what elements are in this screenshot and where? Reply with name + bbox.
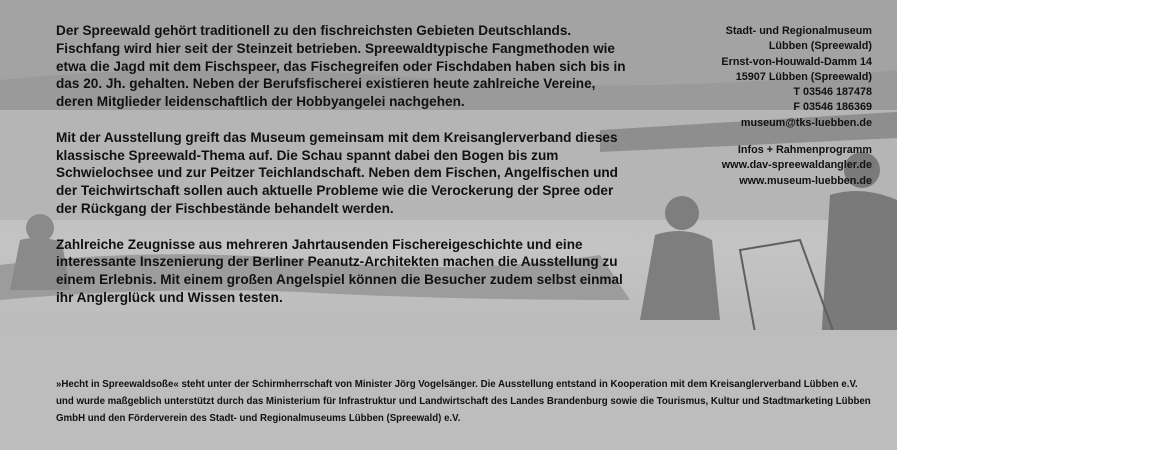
info-heading: Infos + Rahmenprogramm bbox=[737, 144, 872, 157]
contact-spacer bbox=[652, 131, 872, 143]
museum-street: Ernst-von-Houwald-Damm 14 bbox=[721, 55, 872, 68]
paragraph-highlights: Zahlreiche Zeugnisse aus mehreren Jahrtausenden Fischereigeschichte und eine interessante Inszenierung der Berliner Peanutz-Architekten machen die Ausstellung zu einem Erlebnis. Mit einem großen Angelspiel können die Besucher zudem selbst einmal ihr Anglerglück und Wissen testen. bbox=[56, 236, 623, 305]
museum-city: 15907 Lübben (Spreewald) bbox=[735, 70, 872, 83]
contact-block bbox=[652, 24, 872, 189]
museum-fax: F 03546 186369 bbox=[793, 101, 872, 114]
website-link-dav[interactable]: www.dav-spreewaldangler.de bbox=[721, 159, 872, 172]
paragraph-history: Der Spreewald gehört traditionell zu den fischreichsten Gebieten Deutschlands. Fischfang wird hier seit der Steinzeit betrieben. Spreewaldtypische Fangmethoden wie etwa die Jagd mit dem Fischspeer, das Fischegreifen oder Fischdaben haben sich bis in das 20. Jh. gehalten. Neben der Berufsfischerei existieren heute zahlreiche Vereine, deren Mitglieder leidenschaftlich der Hobbyangelei nachgehen. bbox=[56, 23, 626, 110]
museum-name: Stadt- und Regionalmuseum bbox=[725, 25, 872, 37]
exhibition-description bbox=[56, 22, 631, 325]
sponsor-footer: »Hecht in Spreewaldsoße« steht unter der Schirmherrschaft von Minister Jörg Vogelsänger. Die Ausstellung entstand in Kooperation mit dem Kreisanglerverband Lübben e.V. und wurde maßgeblich unterstützt durch das Ministerium für Infrastruktur und Landwirtschaft des Landes Brandenburg sowie die Tourismus, Kultur und Stadtmarketing Lübben GmbH und den Förderverein des Stadt- und Regionalmuseums Lübben (Spreewald) e.V. bbox=[56, 379, 871, 424]
paragraph-exhibition: Mit der Ausstellung greift das Museum gemeinsam mit dem Kreisanglerverband dieses klassische Spreewald-Thema auf. Die Schau spannt dabei den Bogen bis zum Schwielochsee und zur Peitzer Teichlandschaft. Neben dem Fischen, Angelfischen und der Teichwirtschaft sollen auch aktuelle Probleme wie die Verockerung der Spree oder der Rückgang der Fischbestände behandelt werden. bbox=[56, 129, 618, 216]
museum-phone: T 03546 187478 bbox=[793, 86, 872, 99]
museum-location: Lübben (Spreewald) bbox=[768, 40, 872, 53]
website-link-museum[interactable]: www.museum-luebben.de bbox=[739, 174, 872, 187]
museum-email[interactable]: museum@tks-luebben.de bbox=[740, 116, 872, 129]
